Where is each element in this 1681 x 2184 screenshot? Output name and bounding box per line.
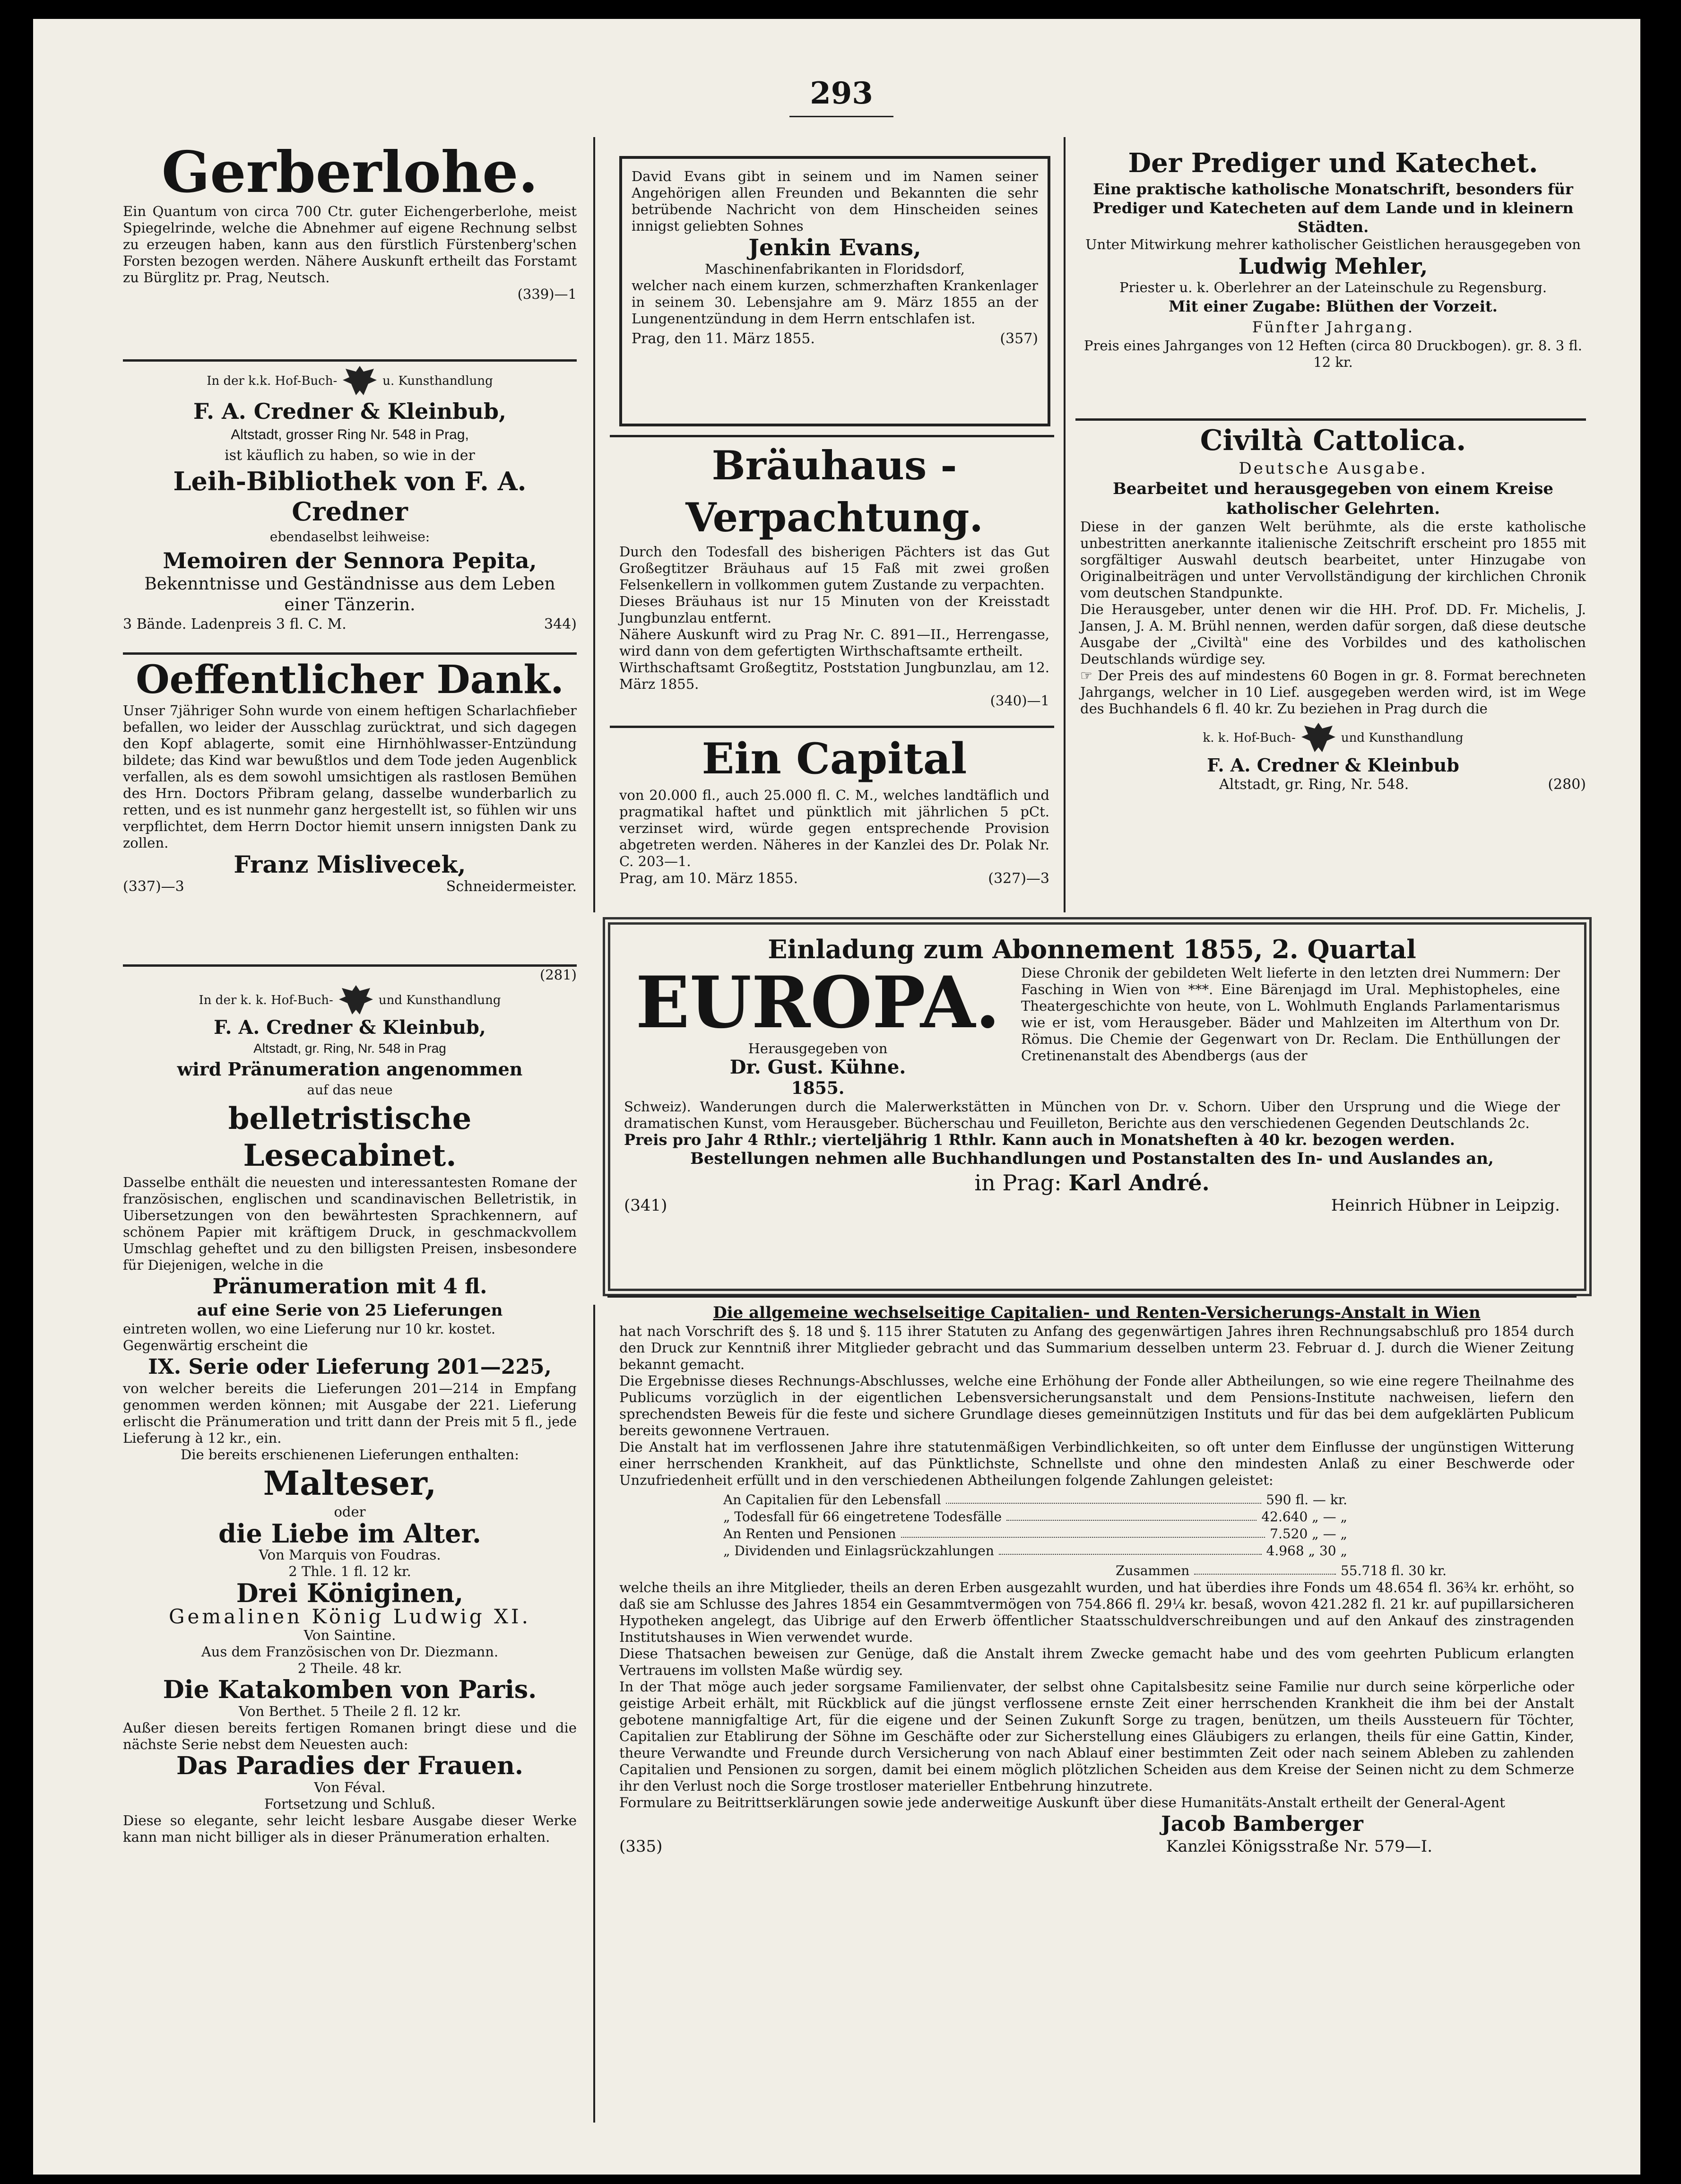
ad-prediger <box>1080 147 1586 371</box>
book-liebe: die Liebe im Alter. <box>218 1518 481 1549</box>
ad-text: ☞ Der Preis des auf mindestens 60 Bogen in gr. 8. Format berechneten Jahrgangs, welcher in 10 Lief. ausgegeben werden wird, ist im Wege des Buchhandels 6 fl. 40 kr. Zu beziehen in Prag durch die <box>1080 667 1586 717</box>
editor-role: Priester u. k. Oberlehrer an der Lateinschule zu Regensburg. <box>1119 279 1547 295</box>
availability: ist käuflich zu haben, so wie in der <box>225 447 475 464</box>
ad-ref: (335) <box>619 1837 663 1856</box>
ad-ref: (281) <box>540 967 577 983</box>
double-eagle-icon <box>337 983 375 1017</box>
ad-subtitle: Eine praktische katholische Monatschrift, besonders für Prediger und Katecheten auf dem Lande und in kleinern Städten. <box>1092 180 1574 236</box>
ad-text: welche theils an ihre Mitglieder, theils an deren Erben ausgezahlt wurden, und hat überdies ihre Fonds um 48.654 fl. 36¾ kr. erhöht, so daß sie am Schlusse des Jahres 1854 ein Gesammtvermögen von 754.866 fl. 29¼ kr. besaß, wovon 421.282 fl. 21 kr. auf pupillarsicheren Hypotheken angelegt, das Uibrige auf den Erwerb öffentlicher Staatsschuldverschreibungen und auf den Ankauf des zinstragenden Institutshauses in Wien verwendet wurde. <box>619 1579 1574 1645</box>
obituary-text: David Evans gibt in seinem und im Namen seiner Angehörigen allen Freunden und Bekannten die sehr betrübende Nachricht von dem Hinscheiden seines innigst geliebten Sohnes <box>632 168 1038 234</box>
lesecabinet-title: belletristische Lesecabinet. <box>228 1101 472 1173</box>
agent-address: Kanzlei Königsstraße Nr. 579—I. <box>1166 1837 1432 1856</box>
column-rule <box>1064 137 1066 912</box>
serie-ix: IX. Serie oder Lieferung 201—225, <box>148 1355 552 1379</box>
total-label: Zusammen <box>1116 1563 1190 1578</box>
ad-text: Diese Thatsachen beweisen zur Genüge, daß die Anstalt ihrem Zwecke gemacht habe und des vom geehrten Publicum erlangten Vertrauens im vollsten Maße würdig sey. <box>619 1646 1574 1678</box>
payment-row <box>723 1525 1347 1543</box>
payment-row <box>723 1508 1347 1525</box>
europa-hg: Herausgegeben von <box>748 1040 888 1057</box>
europa-year: 1855. <box>791 1078 845 1098</box>
ad-title: Ein Capital <box>702 734 967 784</box>
payment-label: „ Todesfall für 66 eingetretene Todesfälle <box>723 1509 1002 1525</box>
book-author: Von Marquis von Foudras. <box>259 1547 441 1563</box>
payment-amount: 42.640 „ — „ <box>1261 1509 1347 1525</box>
oder: oder <box>334 1504 366 1520</box>
signer-role: Schneidermeister. <box>446 878 577 895</box>
double-eagle-icon <box>341 364 379 398</box>
ad-title: Die allgemeine wechselseitige Capitalien- und Renten-Versicherungs-Anstalt in Wien <box>713 1303 1481 1322</box>
ad-title: Bräuhaus - Verpachtung. <box>685 442 983 541</box>
ad-text: In der That möge auch jeder sorgsame Familienvater, der selbst ohne Capitalsbesitz seine Familie nur durch seine körperliche oder geistige Arbeit erhält, mit Rückblick auf die jüngst verflossene ernste Zeit einer herrschenden Krankheit die ihm bei der Anstalt gebotene mannigfaltige Art, für die eigene und der Seinen Zukunft Sorge zu tragen, benützen, um theils Aussteuern für Töchter, Capitalien zur Etablirung der Söhne im Geschäfte oder zur Sicherstellung eines Gläubigers zu erlangen, theils für eine Gattin, Kinder, theure Verwandte und Freunde durch Versicherung von nach Ablauf einer bestimmten Zeit oder nach seinem Ableben zu zahlenden Capitalien und Pensionen zu sorgen, damit bei einem möglich plötzlichen Scheiden aus dem Kreise der Seinen nicht zu dem Schmerze ihr den Verlust noch die Sorge trostloser materieller Entbehrung hinzutrete. <box>619 1679 1574 1794</box>
europa-contents-cont: Schweiz). Wanderungen durch die Malerwerkstätten in München von Dr. v. Schorn. Uiber den Ursprung und die Wiege der dramatischen Kunst, vom Herausgeber. Bücherschau und Feuilleton, Berichte aus den verschiedenen Gegenden Deutschlands 2c. <box>624 1099 1560 1131</box>
ad-title: Oeffentlicher Dank. <box>136 657 564 702</box>
book-title: Memoiren der Sennora Pepita, <box>163 548 537 573</box>
ad-credner-library <box>123 364 577 633</box>
column-rule <box>593 137 595 912</box>
deceased-role: Maschinenfabrikanten in Floridsdorf, <box>705 261 965 277</box>
ad-text: Diese in der ganzen Welt berühmte, als die erste katholische unbestritten anerkannte italienische Zeitschrift erscheint pro 1855 mit sorgfältiger Auswahl deutsch bearbeitet, unter Hinzugabe von Originalbeiträgen und unter Vervollständigung der kirchlichen Chronik vom deutschen Standpunkte. <box>1080 519 1586 601</box>
ad-gerberlohe <box>123 139 577 303</box>
editor-name: Ludwig Mehler, <box>1238 253 1428 279</box>
book-subtitle: Bekenntnisse und Geständnisse aus dem Leben einer Tänzerin. <box>144 574 555 615</box>
ad-braeuhaus <box>619 440 1049 709</box>
ad-lesecabinet <box>123 967 577 1846</box>
library-name: Leih-Bibliothek von F. A. Credner <box>173 466 527 527</box>
ad-text: von 20.000 fl., auch 25.000 fl. C. M., welches landtäflich und pragmatikal haftet und pünktlich mit jährlichen 5 pCt. verzinset wird, würde gegen entsprechende Provision abgetreten werden. Näheres in der Kanzlei des Dr. Polak Nr. C. 203—1. <box>619 787 1049 869</box>
auf-das-neue: auf das neue <box>307 1082 393 1098</box>
book-malteser: Malteser, <box>263 1464 437 1503</box>
firm-name: F. A. Credner & Kleinbub, <box>193 399 506 424</box>
ad-title: Civiltà Cattolica. <box>1200 424 1466 457</box>
book-author: Von Féval. <box>314 1779 386 1795</box>
divider <box>123 359 577 362</box>
total-amount: 55.718 fl. 30 kr. <box>1340 1563 1447 1578</box>
ad-ref: (337)—3 <box>123 878 184 895</box>
ad-text: Die Herausgeber, unter denen wir die HH. Prof. DD. Fr. Michelis, J. Jansen, J. A. M. Brühl nennen, werden dafür sorgen, daß diese deutsche Ausgabe der „Civiltà" eine des Vorbildes und des katholischen Deutschlands würdige sey. <box>1080 601 1586 667</box>
ad-text: hat nach Vorschrift des §. 18 und §. 115 ihrer Statuten zu Anfang des gegenwärtigen Jahres ihren Rechnungsabschluß pro 1854 durch den Druck zur Kenntniß ihrer Mitglieder gebracht und das Summarium desselben unterm 23. Februar d. J. durch die Wiener Zeitung bekannt gemacht. <box>619 1323 1574 1372</box>
book-koeniginen: Drei Königinen, <box>236 1578 464 1608</box>
divider <box>607 1295 1577 1298</box>
ad-text: Dasselbe enthält die neuesten und interessantesten Romane der französischen, englischen und scandinavischen Belletristik, in Uibersetzungen von den bewährtesten Sprachkennern, auf schönem Papier mit kräftigem Druck, in geschmackvollem Umschlag geheftet und zu den billigsten Preisen, insbesondere für Diejenigen, welche in die <box>123 1174 577 1273</box>
praenumeration-line: wird Pränumeration angenommen <box>177 1058 523 1080</box>
ad-text: Formulare zu Beitrittserklärungen sowie jede anderweitige Auskunft über diese Humanitäts-Anstalt ertheilt der General-Agent <box>619 1794 1505 1811</box>
firm-line-b: und Kunsthandlung <box>378 993 501 1007</box>
ad-civilta <box>1080 423 1586 794</box>
firm-line-b: und Kunsthandlung <box>1341 731 1464 745</box>
europa-editor: Dr. Gust. Kühne. <box>729 1056 906 1078</box>
book-price: 3 Bände. Ladenpreis 3 fl. C. M. <box>123 616 347 633</box>
praenumeration-price: Pränumeration mit 4 fl. <box>212 1274 487 1299</box>
payment-amount: 4.968 „ 30 „ <box>1266 1543 1347 1559</box>
payments-total <box>1116 1562 1447 1579</box>
payment-label: An Capitalien für den Lebensfall <box>723 1492 941 1508</box>
book-paradies: Das Paradies der Frauen. <box>176 1751 524 1780</box>
ad-capital <box>619 730 1049 888</box>
divider <box>610 726 1054 728</box>
folio-rule <box>789 116 893 117</box>
europa-contents: Diese Chronik der gebildeten Welt lieferte in den letzten drei Nummern: Der Fasching in Wien von ***. Eine Bärenjagd im Ural. Mephistopheles, eine Theatergeschichte von heute, von L. Wohlmuth Englands Parlamentarismus wie er ist, vom Herausgeber. Bäder und Mahlzeiten im Alterthum von Dr. Römus. Die Chemie der Gegenwart von Dr. Reclam. Die Enthüllungen der Cretinenanstalt des Abendbergs (aus der <box>1021 965 1560 1064</box>
book-sub: Fortsetzung und Schluß. <box>264 1796 436 1812</box>
book-koenig-line: Gemalinen König Ludwig XI. <box>169 1605 531 1628</box>
europa-heading: Einladung zum Abonnement 1855, 2. Quartal <box>768 934 1416 964</box>
ad-date: Prag, am 10. März 1855. <box>619 870 798 887</box>
ad-text: Die Anstalt hat im verflossenen Jahre ihre statutenmäßigen Verbindlichkeiten, so oft unter dem Einflusse der ungünstigen Witterung einer herrschenden Krankheit, auf das Pünktlichste, Schnellste und ohne den mindesten Anlaß zu einer Beschwerde oder Unzufriedenheit erfüllt und in den verschiedenen Abtheilungen folgende Zahlungen geleistet: <box>619 1439 1574 1488</box>
payment-label: An Renten und Pensionen <box>723 1526 896 1542</box>
ad-ref: (327)—3 <box>988 870 1049 887</box>
ad-ref: (340)—1 <box>990 693 1049 709</box>
newspaper-page <box>33 19 1640 2175</box>
firm-address: Altstadt, grosser Ring Nr. 548 in Prag, <box>231 427 469 442</box>
europa-title: EUROPA. <box>635 961 1000 1044</box>
ad-title: Gerberlohe. <box>161 139 538 206</box>
book-volumes: 2 Thle. 1 fl. 12 kr. <box>288 1563 411 1579</box>
firm-line-a: In der k.k. Hof-Buch- <box>207 374 338 388</box>
firm-name: F. A. Credner & Kleinbub <box>1207 754 1459 776</box>
serie-line: auf eine Serie von 25 Lieferungen <box>197 1301 503 1320</box>
firm-line-a: In der k. k. Hof-Buch- <box>199 993 333 1007</box>
obituary-date: Prag, den 11. März 1855. <box>632 330 815 347</box>
payment-row <box>723 1491 1347 1508</box>
column-rule <box>593 1305 595 2123</box>
ad-oeffentlicher-dank <box>123 657 577 896</box>
book-author: Von Berthet. 5 Theile 2 fl. 12 kr. <box>238 1703 461 1719</box>
ad-text: Ein Quantum von circa 700 Ctr. guter Eichengerberlohe, meist Spiegelrinde, welche die Abnehmer auf eigene Rechnung selbst zu erzeugen haben, kann aus den fürstlich Fürstenberg'schen Forsten bezogen werden. Nähere Auskunft ertheilt das Forstamt zu Bürglitz pr. Prag, Neutsch. <box>123 203 577 286</box>
europa-publisher: Heinrich Hübner in Leipzig. <box>1331 1196 1560 1215</box>
ad-text: Durch den Todesfall des bisherigen Pächters ist das Gut Großegtitzer Bräuhaus auf 15 Faß mit zwei großen Felsenkellern in vollkommen gutem Zustande zu verpachten. <box>619 544 1049 593</box>
payment-amount: 590 fl. — kr. <box>1266 1492 1347 1508</box>
firm-name: F. A. Credner & Kleinbub, <box>214 1016 486 1039</box>
europa-in-prag: in Prag: <box>974 1170 1062 1196</box>
ad-text: Unser 7jähriger Sohn wurde von einem heftigen Scharlachfieber befallen, wo leider der Ausschlag zurücktrat, und sich dagegen den Kopf ablagerte, somit eine Hirnhöhlwasser-Entzündung bildete; das Kind war bewußtlos und dem Tode jeden Augenblick verfallen, als es dem sowohl umsichtigen als rastlosen Bemühen des Hrn. Doctors Přibram gelang, dasselbe wunderbarlich zu retten, und es ist nunmehr ganz hergestellt ist, so fühlen wir uns verpflichtet, dem Herrn Doctor hiemit unsern innigsten Dank zu zollen. <box>123 702 577 851</box>
obituary-text: welcher nach einem kurzen, schmerzhaften Krankenlager in seinem 30. Lebensjahre am 9. März 1855 an der Lungenentzündung in dem Herrn entschlafen ist. <box>632 277 1038 327</box>
firm-address: Altstadt, gr. Ring, Nr. 548 in Prag <box>253 1041 446 1056</box>
ad-ref: (341) <box>624 1196 667 1215</box>
payment-amount: 7.520 „ — „ <box>1270 1526 1347 1542</box>
ad-versicherungs-anstalt <box>619 1302 1574 1855</box>
book-translator: Aus dem Französischen von Dr. Diezmann. <box>201 1644 499 1660</box>
ad-text: Die Ergebnisse dieses Rechnungs-Abschlusses, welche eine Erhöhung der Fonde aller Abtheilungen, so wie eine regere Theilnahme des Publicums vorzüglich in der eigentlichen Lebensversicherungsanstalt und dem Pensions-Institute nachweisen, liefern den sprechendsten Beweis für die feste und sichere Grundlage dieses gemeinnützigen Instituts und für das bei dem aufgeklärten Publicum bereits gewonnene Vertrauen. <box>619 1373 1574 1439</box>
ad-ref: 344) <box>544 616 577 633</box>
double-eagle-icon <box>1300 721 1337 755</box>
ad-text: Wirthschaftsamt Großegtitz, Poststation Jungbunzlau, am 12. März 1855. <box>619 659 1049 692</box>
deceased-name: Jenkin Evans, <box>748 234 921 261</box>
europa-agent: Karl André. <box>1068 1170 1210 1196</box>
europa-price: Preis pro Jahr 4 Rthlr.; vierteljährig 1 Rthlr. Kann auch in Monatsheften à 40 kr. bezogen werden. <box>624 1131 1455 1149</box>
book-katakomben: Die Katakomben von Paris. <box>163 1675 537 1704</box>
book-author: Von Saintine. <box>303 1627 396 1643</box>
europa-orders: Bestellungen nehmen alle Buchhandlungen und Postanstalten des In- und Auslandes an, <box>690 1149 1494 1168</box>
divider <box>1075 418 1586 421</box>
agent-name: Jacob Bamberger <box>1161 1812 1363 1836</box>
serie-text: von welcher bereits die Lieferungen 201—214 in Empfang genommen werden können; mit Ausgabe der 221. Lieferung erlischt die Pränumeration und tritt dann der Preis mit 5 fl., jede Lieferung à 12 kr., ein. <box>123 1380 577 1446</box>
ad-subtitle-2: Bearbeitet und herausgegeben von einem Kreise katholischer Gelehrten. <box>1113 479 1553 518</box>
payment-row <box>723 1543 1347 1560</box>
jahrgang: Fünfter Jahrgang. <box>1252 318 1414 336</box>
ad-subtitle: Deutsche Ausgabe. <box>1239 459 1428 478</box>
obituary-box <box>619 156 1050 426</box>
ausser-text: Außer diesen bereits fertigen Romanen bringt diese und die nächste Serie nebst dem Neuesten auch: <box>123 1720 577 1752</box>
ad-ref: (339)—1 <box>517 286 577 302</box>
erschienen-line: Die bereits erschienenen Lieferungen enthalten: <box>181 1447 519 1463</box>
payment-label: „ Dividenden und Einlagsrückzahlungen <box>723 1543 994 1559</box>
ad-title: Der Prediger und Katechet. <box>1128 147 1538 179</box>
payments-table <box>723 1491 1347 1560</box>
ad-text: Nähere Auskunft wird zu Prag Nr. C. 891—II., Herrengasse, wird dann von dem gefertigten Wirthschaftsamte ertheilt. <box>619 626 1049 659</box>
ad-text: Dieses Bräuhaus ist nur 15 Minuten von der Kreisstadt Jungbunzlau entfernt. <box>619 593 1049 626</box>
eintreten-text: eintreten wollen, wo eine Lieferung nur 10 kr. kostet. Gegenwärtig erscheint die <box>123 1321 496 1353</box>
zugabe: Mit einer Zugabe: Blüthen der Vorzeit. <box>1169 297 1498 315</box>
closing-text: Diese so elegante, sehr leicht lesbare Ausgabe dieser Werke kann man nicht billiger als in dieser Pränumeration erhalten. <box>123 1812 577 1845</box>
preis: Preis eines Jahrganges von 12 Heften (circa 80 Druckbogen). gr. 8. 3 fl. 12 kr. <box>1084 338 1582 370</box>
divider <box>610 435 1054 437</box>
firm-line-a: k. k. Hof-Buch- <box>1203 731 1296 745</box>
book-volumes: 2 Theile. 48 kr. <box>297 1660 402 1676</box>
page-number: 293 <box>810 76 873 111</box>
firm-address: Altstadt, gr. Ring, Nr. 548. <box>1219 776 1409 793</box>
ad-ref: (280) <box>1548 776 1586 793</box>
ad-europa <box>624 934 1560 1214</box>
ad-ref: (357) <box>1000 330 1038 347</box>
mitwirkung: Unter Mitwirkung mehrer katholischer Geistlichen herausgegeben von <box>1085 236 1581 252</box>
firm-line-b: u. Kunsthandlung <box>382 374 493 388</box>
divider <box>123 652 577 655</box>
library-sub: ebendaselbst leihweise: <box>269 529 430 545</box>
signer-name: Franz Mislivecek, <box>234 850 466 878</box>
